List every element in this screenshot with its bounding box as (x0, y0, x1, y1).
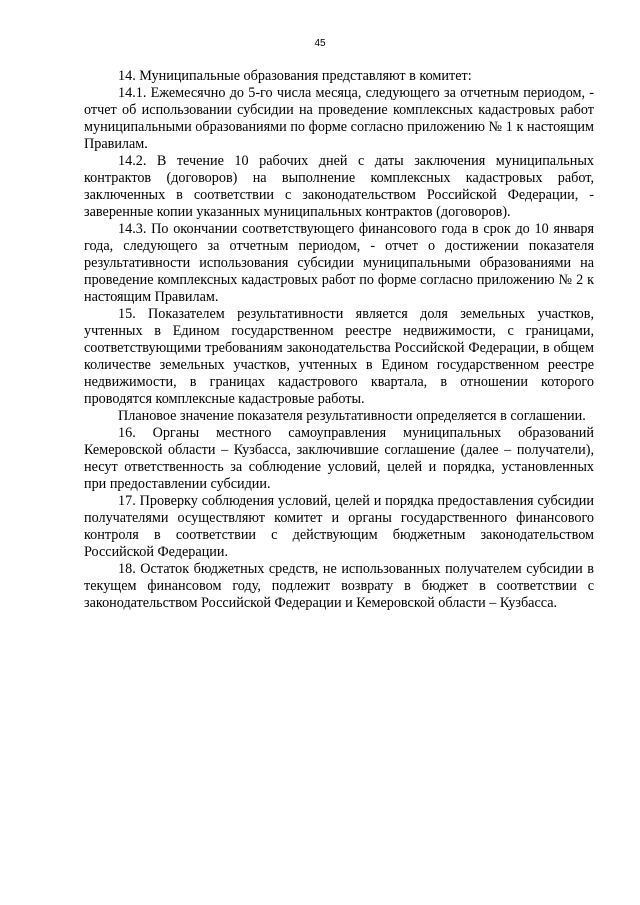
paragraph-18: 18. Остаток бюджетных средств, не использованных получателем субсидии в текущем финансовом году, подлежит возврату в бюджет в соответствии с законодательством Российской Федерации и Кемеровской области – Кузбасса. (84, 561, 594, 611)
paragraph-14: 14. Муниципальные образования представляют в комитет: (118, 68, 472, 84)
paragraph-16: 16. Органы местного самоуправления муниципальных образований Кемеровской области – Кузбасса, заключившие соглашение (далее – получатели), несут ответственность за соблюдение условий, целей и порядка, установленных при предоставлении субсидии. (84, 425, 594, 492)
page-number: 45 (314, 38, 326, 49)
paragraph-14-1: 14.1. Ежемесячно до 5-го числа месяца, следующего за отчетным периодом, - отчет об использовании субсидии на проведение комплексных кадастровых работ муниципальными образованиями по форме согласно приложению № 1 к настоящим Правилам. (84, 85, 594, 152)
paragraph-15-planned-value: Плановое значение показателя результативности определяется в соглашении. (118, 408, 586, 424)
paragraph-14-3: 14.3. По окончании соответствующего финансового года в срок до 10 января года, следующего за отчетным периодом, - отчет о достижении показателя результативности использования субсидии муниципальными образованиями на проведение комплексных кадастровых работ по форме согласно приложению № 2 к настоящим Правилам. (84, 221, 594, 305)
paragraph-15: 15. Показателем результативности является доля земельных участков, учтенных в Едином государственном реестре недвижимости, с границами, соответствующими требованиям законодательства Российской Федерации, в общем количестве земельных участков, учтенных в Едином государственном реестре недвижимости, в границах кадастрового квартала, в отношении которого проводятся комплексные кадастровые работы. (84, 306, 594, 407)
paragraph-17: 17. Проверку соблюдения условий, целей и порядка предоставления субсидии получателями осуществляют комитет и органы государственного финансового контроля в соответствии с действующим бюджетным законодательством Российской Федерации. (84, 493, 594, 560)
document-body (84, 68, 594, 612)
paragraph-14-2: 14.2. В течение 10 рабочих дней с даты заключения муниципальных контрактов (договоров) на выполнение комплексных кадастровых работ, заключенных в соответствии с законодательством Российской Федерации, - заверенные копии указанных муниципальных контрактов (договоров). (84, 153, 594, 220)
